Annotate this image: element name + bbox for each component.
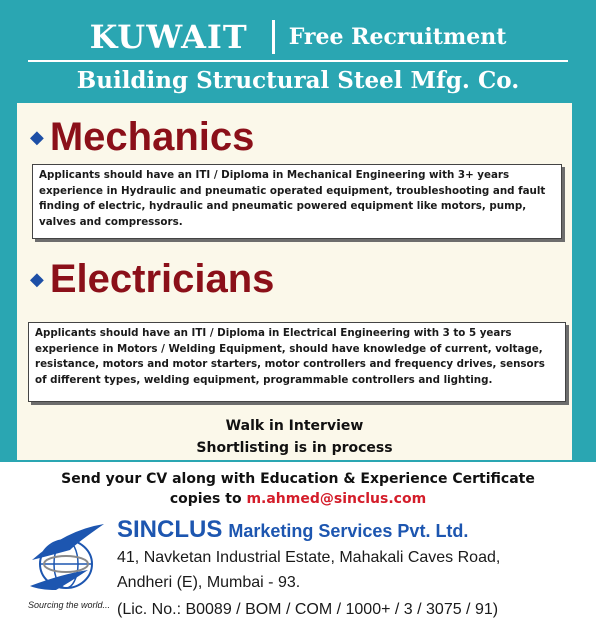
header-top [0,14,596,60]
agency-address-line1: 41, Navketan Industrial Estate, Mahakali Caves Road, [117,549,501,566]
apply-instructions: Send your CV along with Education & Experience Certificate [61,471,535,487]
header-divider [28,60,568,62]
walk-in-interview: Walk in Interview [225,418,364,434]
agency-license: (Lic. No.: B0089 / BOM / COM / 1000+ / 3 / 3075 / 91) [117,601,499,618]
apply-copies-to: copies to [169,491,247,507]
agency-name-rest: Marketing Services Pvt. Ltd. [228,521,469,541]
header-country: KUWAIT [89,18,248,56]
agency-address-line2: Andheri (E), Mumbai - 93. [117,574,301,591]
requirements-text: Applicants should have an ITI / Diploma in Mechanical Engineering with 3+ years experience in Hydraulic and pneumatic operated equipment, troubleshooting and fault finding of electric, hydraulic and pneumatic powered equipment like motors, pump, valves and compressors. [39,169,546,228]
job-title-text: Mechanics [49,115,255,159]
agency-name [117,516,468,544]
apply-email-line [0,491,596,507]
header-recruitment: Free Recruitment [288,24,507,50]
agency-tagline: Sourcing the world... [28,600,111,610]
requirements-box-electricians [28,322,566,402]
job-title-text: Electricians [49,257,275,301]
contact-email[interactable]: m.ahmed@sinclus.com [246,491,427,507]
requirements-text: Applicants should have an ITI / Diploma in Electrical Engineering with 3 to 5 years experience in Motors / Welding Equipment, should have knowledge of current, voltage, resistance, motors and motor starters, motor controllers and frequency drives, sensors of different types, welding equipment, programmable controllers and lighting. [35,327,545,386]
sinclus-globe-logo [26,520,108,596]
employer-name: Building Structural Steel Mfg. Co. [76,67,520,94]
job-title-mechanics [30,117,254,157]
diamond-icon: ◆ [30,269,44,289]
agency-brand: SINCLUS [117,516,223,543]
diamond-icon: ◆ [30,127,44,147]
requirements-box-mechanics [32,164,562,239]
shortlisting-status: Shortlisting is in process [196,440,393,456]
header-separator [272,20,275,54]
job-title-electricians [30,259,274,299]
